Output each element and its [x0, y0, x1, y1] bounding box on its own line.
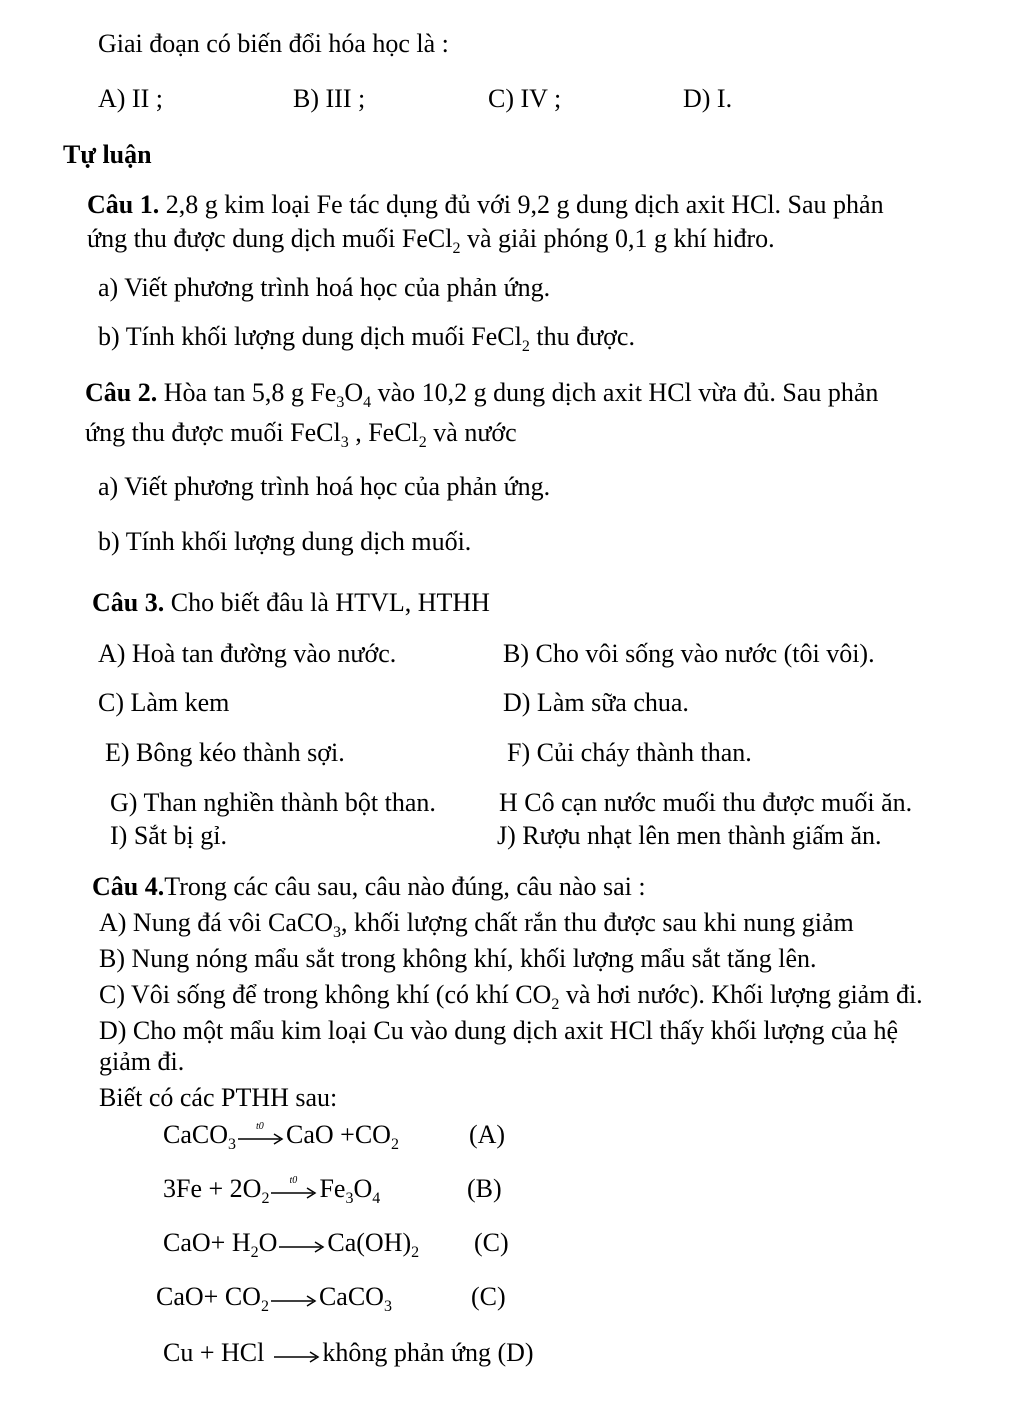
q4-label: Câu 4.: [92, 872, 165, 901]
q1-sub: 2: [452, 240, 461, 257]
q4-line: [92, 874, 646, 900]
option-d: D) I.: [683, 84, 733, 113]
equation-5: [163, 1340, 534, 1366]
reaction-arrow-icon: [279, 1236, 325, 1254]
eq1-sub1: 3: [228, 1136, 236, 1153]
eq5-right: không phản ứng (D): [322, 1338, 534, 1367]
q2-label: Câu 2.: [85, 378, 158, 407]
q3-item-e: E) Bông kéo thành sợi.: [105, 738, 345, 767]
equation-4: [156, 1282, 392, 1315]
eq2-right-2: O: [353, 1174, 373, 1203]
eq3-sub1: 2: [250, 1244, 259, 1261]
q4-a-post: , khối lượng chất rắn thu được sau khi nung giảm: [340, 908, 854, 937]
q3-item-d: D) Làm sữa chua.: [503, 688, 689, 717]
eq3-left-2: O: [258, 1228, 278, 1257]
eq3-sub2: 2: [411, 1244, 420, 1261]
q1-line-1: [87, 192, 884, 218]
q1-b-sub: 2: [521, 338, 530, 355]
q1-label: Câu 1.: [87, 190, 160, 219]
q1-line-2: [87, 224, 775, 257]
q1-b-post: thu được.: [529, 322, 635, 351]
q3-label: Câu 3.: [92, 588, 165, 617]
eq4-sub1: 2: [260, 1298, 269, 1315]
q1-part-b: [98, 322, 635, 355]
reaction-arrow-icon: [271, 1290, 317, 1308]
q3-item-j: J) Rượu nhạt lên men thành giấm ăn.: [497, 821, 882, 850]
eq2-condition: t0: [289, 1175, 298, 1187]
q4-known: Biết có các PTHH sau:: [99, 1083, 338, 1112]
q4-c-pre: C) Vôi sống để trong không khí (có khí CO: [99, 980, 552, 1009]
eq2-tag: (B): [467, 1174, 502, 1203]
q3-item-f: F) Củi cháy thành than.: [507, 738, 752, 767]
eq3-right: Ca(OH): [327, 1228, 412, 1257]
eq1-condition: t0: [256, 1121, 264, 1133]
eq1-right: CaO +CO: [286, 1120, 391, 1149]
q2-l2a: ứng thu được muối FeCl: [85, 418, 341, 447]
q1-text-2a: ứng thu được dung dịch muối FeCl: [87, 224, 453, 253]
q2-l2c: và nước: [426, 418, 517, 447]
intro-question: Giai đoạn có biến đổi hóa học là :: [98, 29, 449, 58]
q1-text-2b: và giải phóng 0,1 g khí hiđro.: [460, 224, 775, 253]
q2-t1-sub2: 4: [363, 394, 372, 411]
q2-part-a: a) Viết phương trình hoá học của phản ứng.: [98, 472, 551, 501]
eq4-tag: (C): [471, 1282, 506, 1311]
q2-t1-end: vào 10,2 g dung dịch axit HCl vừa đủ. Sau phản: [371, 378, 879, 407]
q1-text-1: 2,8 g kim loại Fe tác dụng đủ với 9,2 g dung dịch axit HCl. Sau phản: [159, 190, 884, 219]
eq2-right-1: Fe: [319, 1174, 346, 1203]
q2-t1-mid: O: [344, 378, 364, 407]
eq2-sub1: 2: [261, 1190, 270, 1207]
q1-part-a: a) Viết phương trình hoá học của phản ứng.: [98, 273, 551, 302]
q3-item-a: A) Hoà tan đường vào nước.: [98, 639, 397, 668]
q4-text: Trong các câu sau, câu nào đúng, câu nào sai :: [164, 872, 646, 901]
equation-1: [163, 1120, 399, 1153]
q4-c-sub: 2: [551, 996, 560, 1013]
option-a: A) II ;: [98, 84, 163, 113]
q3-line: [92, 590, 490, 616]
q4-item-a: [99, 908, 854, 941]
eq1-left: CaCO: [163, 1120, 228, 1149]
q4-c-post: và hơi nước). Khối lượng giảm đi.: [559, 980, 923, 1009]
q3-item-c: C) Làm kem: [98, 688, 230, 717]
q2-t1: Hòa tan 5,8 g Fe: [157, 378, 337, 407]
eq4-left: CaO+ CO: [156, 1282, 261, 1311]
eq3-tag: (C): [474, 1228, 509, 1257]
q4-item-c: [99, 980, 923, 1013]
q4-a-sub: 3: [332, 924, 341, 941]
q4-item-d-1: D) Cho một mẩu kim loại Cu vào dung dịch axit HCl thấy khối lượng của hệ: [99, 1016, 899, 1045]
section-title: Tự luận: [63, 140, 152, 169]
reaction-arrow-icon: [274, 1346, 320, 1364]
eq2-sub3: 4: [372, 1190, 381, 1207]
eq2-sub2: 3: [345, 1190, 354, 1207]
eq1-sub2: 2: [390, 1136, 399, 1153]
eq1-tag: (A): [469, 1120, 506, 1149]
q4-item-d-2: giảm đi.: [99, 1047, 185, 1076]
equation-3: [163, 1228, 420, 1261]
q4-item-b: B) Nung nóng mẩu sắt trong không khí, khối lượng mẩu sắt tăng lên.: [99, 944, 817, 973]
reaction-arrow-icon: [238, 1121, 284, 1146]
q3-item-g: G) Than nghiền thành bột than.: [110, 788, 436, 817]
option-c: C) IV ;: [488, 84, 562, 113]
q2-l2-sub2: 2: [418, 434, 427, 451]
q4-a-pre: A) Nung đá vôi CaCO: [99, 908, 333, 937]
q1-b-pre: b) Tính khối lượng dung dịch muối FeCl: [98, 322, 522, 351]
eq4-sub2: 3: [383, 1298, 392, 1315]
eq5-left: Cu + HCl: [163, 1338, 265, 1367]
equation-2: [163, 1174, 381, 1207]
q2-l2-sub1: 3: [340, 434, 349, 451]
q2-line-1: [85, 378, 879, 411]
q2-part-b: b) Tính khối lượng dung dịch muối.: [98, 527, 472, 556]
option-b: B) III ;: [293, 84, 366, 113]
q2-t1-sub1: 3: [336, 394, 345, 411]
reaction-arrow-icon: [271, 1175, 317, 1200]
eq4-right: CaCO: [318, 1282, 384, 1311]
eq2-left: 3Fe + 2O: [163, 1174, 262, 1203]
q3-item-h: H Cô cạn nước muối thu được muối ăn.: [499, 788, 913, 817]
q2-l2b: , FeCl: [348, 418, 419, 447]
eq3-left-1: CaO+ H: [163, 1228, 251, 1257]
q3-text: Cho biết đâu là HTVL, HTHH: [164, 588, 490, 617]
q3-item-i: I) Sắt bị gỉ.: [110, 821, 227, 850]
q3-item-b: B) Cho vôi sống vào nước (tôi vôi).: [503, 639, 875, 668]
q2-line-2: [85, 418, 517, 451]
